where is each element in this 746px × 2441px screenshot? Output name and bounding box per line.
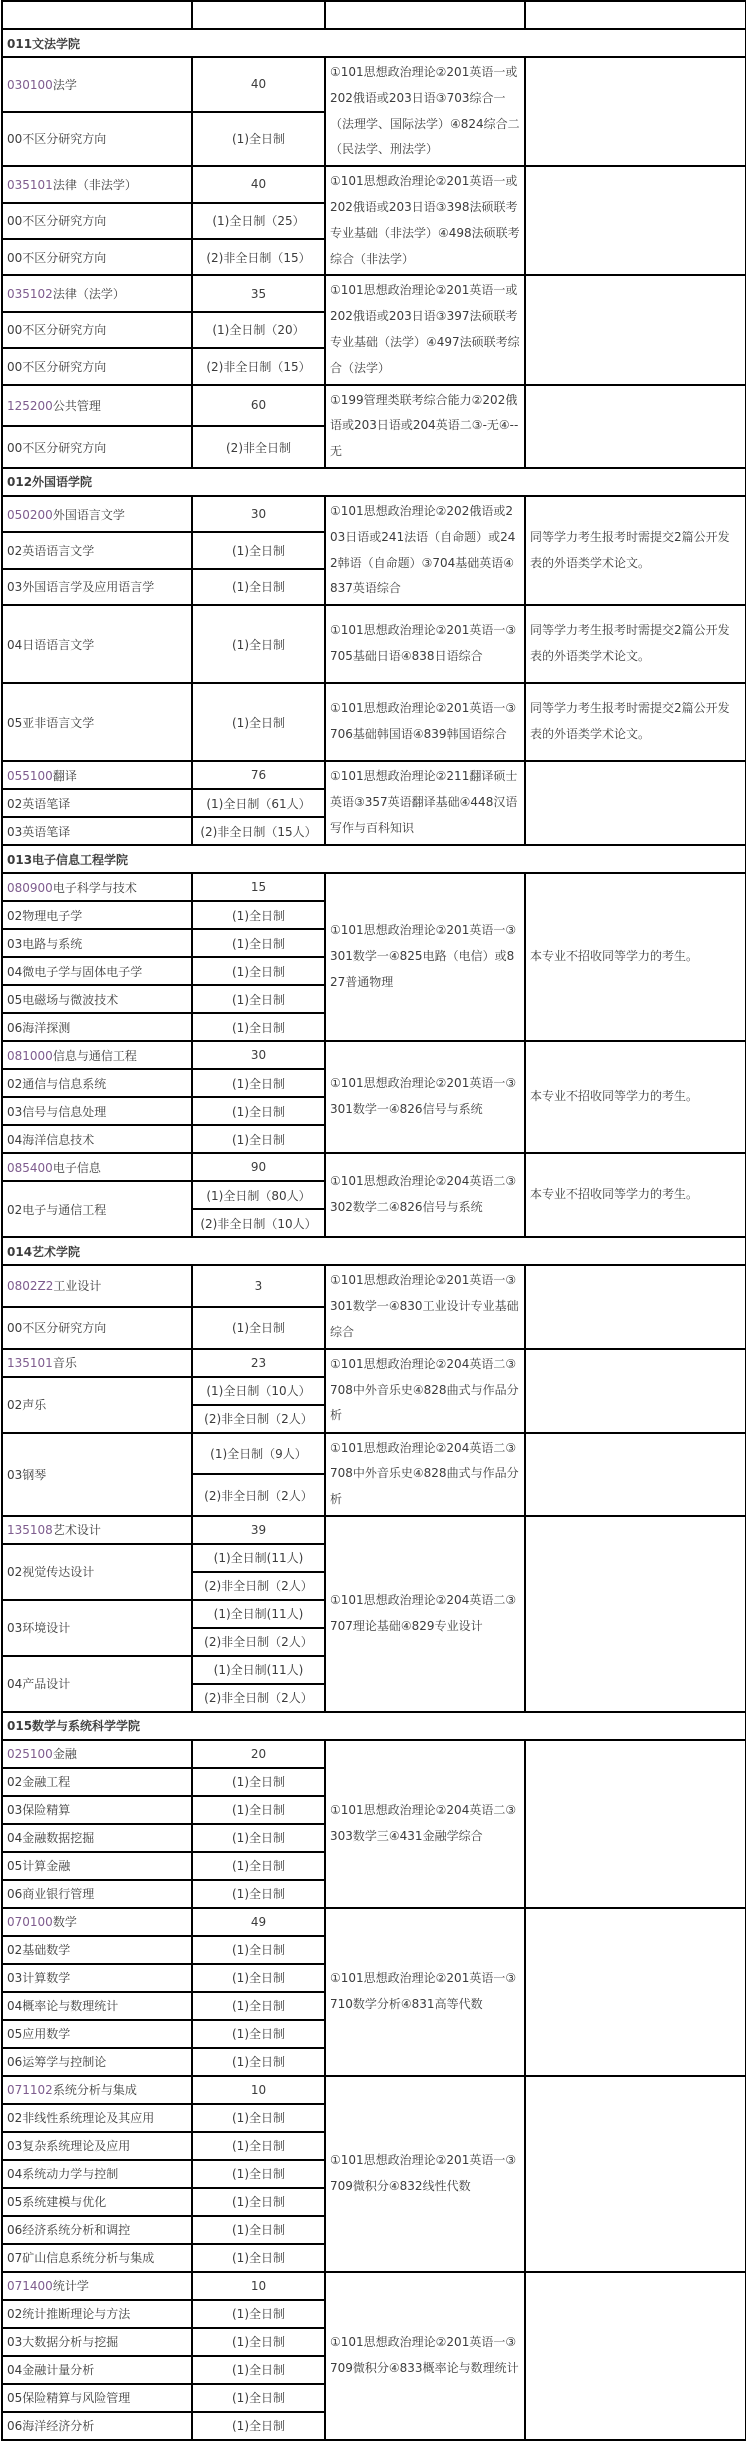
program-code: 025100 <box>7 1747 53 1762</box>
program-title: 工业设计 <box>53 1279 102 1294</box>
study-mode-cell: (1)全日制（9人） <box>192 1433 325 1475</box>
program-cell <box>2 1153 192 1181</box>
quota-cell: 15 <box>192 873 325 901</box>
remark-cell <box>525 1740 746 1908</box>
remark-cell: 同等学力考生报考时需提交2篇公开发表的外语类学术论文。 <box>525 683 746 761</box>
program-title: 法律（非法学） <box>52 177 137 192</box>
remark-cell: 同等学力考生报考时需提交2篇公开发表的外语类学术论文。 <box>525 496 746 605</box>
program-code: 135108 <box>7 1523 53 1538</box>
section-header: 011文法学院 <box>2 29 746 57</box>
study-mode-cell: (2)非全日制（15人） <box>192 817 325 845</box>
section-header-row <box>2 845 746 873</box>
program-title: 金融 <box>52 1747 77 1762</box>
direction-name-cell: 06海洋经济分析 <box>2 2412 192 2440</box>
direction-name-cell: 03计算数学 <box>2 1964 192 1992</box>
exam-subjects-cell: ①101思想政治理论②211翻译硕士英语③357英语翻译基础④448汉语写作与百科知识 <box>325 761 525 845</box>
program-row <box>2 1265 746 1307</box>
direction-row <box>2 605 746 683</box>
program-row <box>2 2272 746 2300</box>
partial-cell <box>325 1 525 29</box>
direction-name-cell: 00不区分研究方向 <box>2 203 192 239</box>
direction-name-cell: 04日语语言文学 <box>2 605 192 683</box>
study-mode-cell: (1)全日制 <box>192 1992 325 2020</box>
program-row <box>2 1349 746 1377</box>
remark-cell <box>525 1908 746 2076</box>
study-mode-cell: (1)全日制 <box>192 1768 325 1796</box>
quota-cell: 40 <box>192 166 325 202</box>
exam-subjects-cell: ①101思想政治理论②204英语二③302数学二④826信号与系统 <box>325 1153 525 1237</box>
remark-cell <box>525 275 746 384</box>
quota-cell: 60 <box>192 385 325 427</box>
study-mode-cell: (2)非全日制（2人） <box>192 1474 325 1516</box>
remark-cell <box>525 761 746 845</box>
direction-name-cell: 05应用数学 <box>2 2020 192 2048</box>
exam-subjects-cell: ①101思想政治理论②201英语一③709微积分④832线性代数 <box>325 2076 525 2272</box>
program-cell <box>2 761 192 789</box>
study-mode-cell: (1)全日制（20） <box>192 312 325 348</box>
exam-subjects-cell: ①101思想政治理论②201英语一③709微积分④833概率论与数理统计 <box>325 2272 525 2440</box>
exam-subjects-cell: ①101思想政治理论②204英语二③707理论基础④829专业设计 <box>325 1516 525 1712</box>
program-row <box>2 2076 746 2104</box>
program-row <box>2 496 746 532</box>
program-cell <box>2 496 192 532</box>
program-title: 数学 <box>52 1915 77 1930</box>
direction-name-cell: 02英语语言文学 <box>2 532 192 568</box>
program-code: 070100 <box>7 1915 53 1930</box>
direction-name-cell: 04金融计量分析 <box>2 2356 192 2384</box>
program-title: 音乐 <box>52 1356 77 1371</box>
program-title: 艺术设计 <box>52 1523 101 1538</box>
remark-cell <box>525 2272 746 2440</box>
program-title: 统计学 <box>52 2279 89 2294</box>
exam-subjects-cell: ①199管理类联考综合能力②202俄语或203日语或204英语二③-无④--无 <box>325 385 525 468</box>
quota-cell: 20 <box>192 1740 325 1768</box>
program-title: 信息与通信工程 <box>52 1048 137 1063</box>
direction-name-cell: 02物理电子学 <box>2 901 192 929</box>
section-header: 013电子信息工程学院 <box>2 845 746 873</box>
program-cell <box>2 1265 192 1307</box>
direction-name-cell: 06经济系统分析和调控 <box>2 2216 192 2244</box>
study-mode-cell: (1)全日制 <box>192 1013 325 1041</box>
exam-subjects-cell: ①101思想政治理论②204英语二③303数学三④431金融学综合 <box>325 1740 525 1908</box>
direction-name-cell: 06商业银行管理 <box>2 1880 192 1908</box>
study-mode-cell: (1)全日制 <box>192 2412 325 2440</box>
study-mode-cell: (1)全日制 <box>192 683 325 761</box>
direction-name-cell: 02金融工程 <box>2 1768 192 1796</box>
partial-cell <box>525 1 746 29</box>
program-row <box>2 166 746 202</box>
study-mode-cell: (1)全日制 <box>192 2048 325 2076</box>
study-mode-cell: (1)全日制 <box>192 2216 325 2244</box>
quota-cell: 76 <box>192 761 325 789</box>
study-mode-cell: (1)全日制 <box>192 1964 325 1992</box>
remark-cell <box>525 1265 746 1348</box>
study-mode-cell: (1)全日制（25） <box>192 203 325 239</box>
study-mode-cell: (1)全日制 <box>192 2104 325 2132</box>
study-mode-cell: (1)全日制 <box>192 2244 325 2272</box>
program-row <box>2 761 746 789</box>
direction-name-cell: 04海洋信息技术 <box>2 1125 192 1153</box>
partial-cell <box>192 1 325 29</box>
direction-name-cell: 03环境设计 <box>2 1600 192 1656</box>
direction-name-cell: 05电磁场与微波技术 <box>2 985 192 1013</box>
study-mode-cell: (2)非全日制（15） <box>192 239 325 275</box>
study-mode-cell: (1)全日制 <box>192 1307 325 1349</box>
study-mode-cell: (2)非全日制（2人） <box>192 1628 325 1656</box>
direction-name-cell: 04概率论与数理统计 <box>2 1992 192 2020</box>
direction-name-cell: 02非线性系统理论及其应用 <box>2 2104 192 2132</box>
direction-name-cell: 02电子与通信工程 <box>2 1181 192 1237</box>
study-mode-cell: (1)全日制 <box>192 2384 325 2412</box>
program-row <box>2 57 746 112</box>
direction-name-cell: 03保险精算 <box>2 1796 192 1824</box>
quota-cell: 30 <box>192 1041 325 1069</box>
remark-cell <box>525 1516 746 1712</box>
program-code: 135101 <box>7 1356 53 1371</box>
section-header: 015数学与系统科学学院 <box>2 1712 746 1740</box>
program-title: 公共管理 <box>52 398 101 413</box>
direction-name-cell: 06海洋探测 <box>2 1013 192 1041</box>
direction-name-cell: 07矿山信息系统分析与集成 <box>2 2244 192 2272</box>
study-mode-cell: (1)全日制 <box>192 1069 325 1097</box>
study-mode-cell: (1)全日制 <box>192 2020 325 2048</box>
study-mode-cell: (1)全日制 <box>192 985 325 1013</box>
direction-name-cell: 03外国语言学及应用语言学 <box>2 569 192 605</box>
direction-row <box>2 683 746 761</box>
program-code: 080900 <box>7 880 53 895</box>
program-cell <box>2 1041 192 1069</box>
direction-name-cell: 03信号与信息处理 <box>2 1097 192 1125</box>
quota-cell: 35 <box>192 275 325 311</box>
study-mode-cell: (1)全日制 <box>192 2356 325 2384</box>
direction-name-cell: 02通信与信息系统 <box>2 1069 192 1097</box>
remark-cell: 同等学力考生报考时需提交2篇公开发表的外语类学术论文。 <box>525 605 746 683</box>
direction-name-cell: 03钢琴 <box>2 1433 192 1516</box>
program-cell <box>2 166 192 202</box>
direction-name-cell: 04金融数据挖掘 <box>2 1824 192 1852</box>
program-code: 071400 <box>7 2279 53 2294</box>
exam-subjects-cell: ①101思想政治理论②201英语一③706基础韩国语④839韩国语综合 <box>325 683 525 761</box>
study-mode-cell: (1)全日制 <box>192 1936 325 1964</box>
program-title: 翻译 <box>52 768 77 783</box>
quota-cell: 49 <box>192 1908 325 1936</box>
direction-name-cell: 02统计推断理论与方法 <box>2 2300 192 2328</box>
quota-cell: 10 <box>192 2272 325 2300</box>
quota-cell: 90 <box>192 1153 325 1181</box>
program-code: 035101 <box>7 177 53 192</box>
program-cell <box>2 1516 192 1544</box>
direction-name-cell: 02视觉传达设计 <box>2 1544 192 1600</box>
program-code: 030100 <box>7 77 53 92</box>
direction-name-cell: 05系统建模与优化 <box>2 2188 192 2216</box>
program-cell <box>2 385 192 427</box>
section-header: 012外国语学院 <box>2 468 746 496</box>
program-row <box>2 1516 746 1544</box>
study-mode-cell: (2)非全日制（2人） <box>192 1684 325 1712</box>
remark-cell <box>525 1349 746 1433</box>
direction-name-cell: 03大数据分析与挖掘 <box>2 2328 192 2356</box>
direction-name-cell: 04系统动力学与控制 <box>2 2160 192 2188</box>
exam-subjects-cell: ①101思想政治理论②201英语一③301数学一④826信号与系统 <box>325 1041 525 1153</box>
remark-cell: 本专业不招收同等学力的考生。 <box>525 1153 746 1237</box>
direction-name-cell: 05亚非语言文学 <box>2 683 192 761</box>
quota-cell: 39 <box>192 1516 325 1544</box>
study-mode-cell: (2)非全日制（2人） <box>192 1405 325 1433</box>
exam-subjects-cell: ①101思想政治理论②202俄语或203日语或241法语（自命题）或242韩语（自命题）③704基础英语④837英语综合 <box>325 496 525 605</box>
quota-cell: 3 <box>192 1265 325 1307</box>
program-title: 电子科学与技术 <box>52 880 137 895</box>
exam-subjects-cell: ①101思想政治理论②204英语二③708中外音乐史④828曲式与作品分析 <box>325 1349 525 1433</box>
program-code: 085400 <box>7 1160 53 1175</box>
direction-name-cell: 06运筹学与控制论 <box>2 2048 192 2076</box>
study-mode-cell: (1)全日制(11人) <box>192 1544 325 1572</box>
partial-cell <box>2 1 192 29</box>
study-mode-cell: (1)全日制 <box>192 1880 325 1908</box>
program-code: 0802Z2 <box>7 1279 54 1294</box>
study-mode-cell: (1)全日制 <box>192 2132 325 2160</box>
program-cell <box>2 1740 192 1768</box>
quota-cell: 30 <box>192 496 325 532</box>
study-mode-cell: (1)全日制 <box>192 1824 325 1852</box>
direction-name-cell: 02声乐 <box>2 1377 192 1433</box>
exam-subjects-cell: ①101思想政治理论②201英语一③301数学一④825电路（电信）或827普通物理 <box>325 873 525 1041</box>
remark-cell <box>525 385 746 468</box>
direction-name-cell: 03电路与系统 <box>2 929 192 957</box>
direction-row <box>2 1433 746 1475</box>
program-title: 法学 <box>52 77 77 92</box>
quota-cell: 40 <box>192 57 325 112</box>
direction-name-cell: 04微电子学与固体电子学 <box>2 957 192 985</box>
program-title: 外国语言文学 <box>52 507 125 522</box>
program-title: 系统分析与集成 <box>52 2083 137 2098</box>
partial-top-row <box>2 1 746 29</box>
exam-subjects-cell: ①101思想政治理论②201英语一或202俄语或203日语③398法硕联考专业基础（非法学）④498法硕联考综合（非法学） <box>325 166 525 275</box>
remark-cell <box>525 2076 746 2272</box>
study-mode-cell: (1)全日制 <box>192 2328 325 2356</box>
study-mode-cell: (1)全日制 <box>192 929 325 957</box>
study-mode-cell: (2)非全日制（10人） <box>192 1209 325 1237</box>
direction-name-cell: 02英语笔译 <box>2 789 192 817</box>
direction-name-cell: 00不区分研究方向 <box>2 112 192 167</box>
study-mode-cell: (2)非全日制（2人） <box>192 1572 325 1600</box>
program-row <box>2 1041 746 1069</box>
program-row <box>2 1740 746 1768</box>
program-cell <box>2 2076 192 2104</box>
study-mode-cell: (1)全日制 <box>192 2300 325 2328</box>
program-cell <box>2 1349 192 1377</box>
study-mode-cell: (1)全日制 <box>192 1097 325 1125</box>
direction-name-cell: 00不区分研究方向 <box>2 1307 192 1349</box>
exam-subjects-cell: ①101思想政治理论②201英语一或202俄语或203日语③397法硕联考专业基础（法学）④497法硕联考综合（法学） <box>325 275 525 384</box>
direction-name-cell: 03复杂系统理论及应用 <box>2 2132 192 2160</box>
study-mode-cell: (1)全日制(11人) <box>192 1600 325 1628</box>
section-header-row <box>2 468 746 496</box>
program-row <box>2 1908 746 1936</box>
program-code: 081000 <box>7 1048 53 1063</box>
study-mode-cell: (1)全日制 <box>192 569 325 605</box>
program-cell <box>2 2272 192 2300</box>
section-header-row <box>2 1237 746 1265</box>
program-title: 电子信息 <box>52 1160 101 1175</box>
program-code: 055100 <box>7 768 53 783</box>
program-code: 071102 <box>7 2083 53 2098</box>
study-mode-cell: (1)全日制 <box>192 2160 325 2188</box>
direction-name-cell: 04产品设计 <box>2 1656 192 1712</box>
study-mode-cell: (1)全日制 <box>192 1852 325 1880</box>
exam-subjects-cell: ①101思想政治理论②201英语一③301数学一④830工业设计专业基础综合 <box>325 1265 525 1348</box>
direction-name-cell: 00不区分研究方向 <box>2 348 192 384</box>
study-mode-cell: (1)全日制 <box>192 957 325 985</box>
direction-name-cell: 05计算金融 <box>2 1852 192 1880</box>
study-mode-cell: (1)全日制 <box>192 605 325 683</box>
program-cell <box>2 57 192 112</box>
study-mode-cell: (1)全日制（10人） <box>192 1377 325 1405</box>
section-header-row <box>2 1712 746 1740</box>
program-cell <box>2 873 192 901</box>
program-row <box>2 873 746 901</box>
exam-subjects-cell: ①101思想政治理论②201英语一③710数学分析④831高等代数 <box>325 1908 525 2076</box>
study-mode-cell: (1)全日制 <box>192 2188 325 2216</box>
direction-name-cell: 02基础数学 <box>2 1936 192 1964</box>
remark-cell <box>525 1433 746 1516</box>
program-cell <box>2 275 192 311</box>
direction-name-cell: 05保险精算与风险管理 <box>2 2384 192 2412</box>
study-mode-cell: (2)非全日制（15） <box>192 348 325 384</box>
remark-cell <box>525 166 746 275</box>
program-code: 050200 <box>7 507 53 522</box>
remark-cell: 本专业不招收同等学力的考生。 <box>525 1041 746 1153</box>
direction-name-cell: 00不区分研究方向 <box>2 426 192 468</box>
study-mode-cell: (1)全日制 <box>192 901 325 929</box>
study-mode-cell: (2)非全日制 <box>192 426 325 468</box>
direction-name-cell: 03英语笔译 <box>2 817 192 845</box>
admissions-table-body <box>2 1 746 2440</box>
direction-name-cell: 00不区分研究方向 <box>2 239 192 275</box>
program-row <box>2 1153 746 1181</box>
admissions-catalog-table <box>1 0 746 2441</box>
section-header: 014艺术学院 <box>2 1237 746 1265</box>
quota-cell: 23 <box>192 1349 325 1377</box>
program-code: 125200 <box>7 398 53 413</box>
study-mode-cell: (1)全日制（80人） <box>192 1181 325 1209</box>
study-mode-cell: (1)全日制（61人） <box>192 789 325 817</box>
direction-name-cell: 00不区分研究方向 <box>2 312 192 348</box>
program-row <box>2 275 746 311</box>
quota-cell: 10 <box>192 2076 325 2104</box>
remark-cell: 本专业不招收同等学力的考生。 <box>525 873 746 1041</box>
program-cell <box>2 1908 192 1936</box>
study-mode-cell: (1)全日制 <box>192 532 325 568</box>
remark-cell <box>525 57 746 166</box>
program-code: 035102 <box>7 287 53 302</box>
study-mode-cell: (1)全日制(11人) <box>192 1656 325 1684</box>
study-mode-cell: (1)全日制 <box>192 1796 325 1824</box>
program-title: 法律（法学） <box>52 287 125 302</box>
exam-subjects-cell: ①101思想政治理论②204英语二③708中外音乐史④828曲式与作品分析 <box>325 1433 525 1516</box>
study-mode-cell: (1)全日制 <box>192 1125 325 1153</box>
section-header-row <box>2 29 746 57</box>
study-mode-cell: (1)全日制 <box>192 112 325 167</box>
program-row <box>2 385 746 427</box>
exam-subjects-cell: ①101思想政治理论②201英语一或202俄语或203日语③703综合一（法理学、国际法学）④824综合二（民法学、刑法学） <box>325 57 525 166</box>
exam-subjects-cell: ①101思想政治理论②201英语一③705基础日语④838日语综合 <box>325 605 525 683</box>
